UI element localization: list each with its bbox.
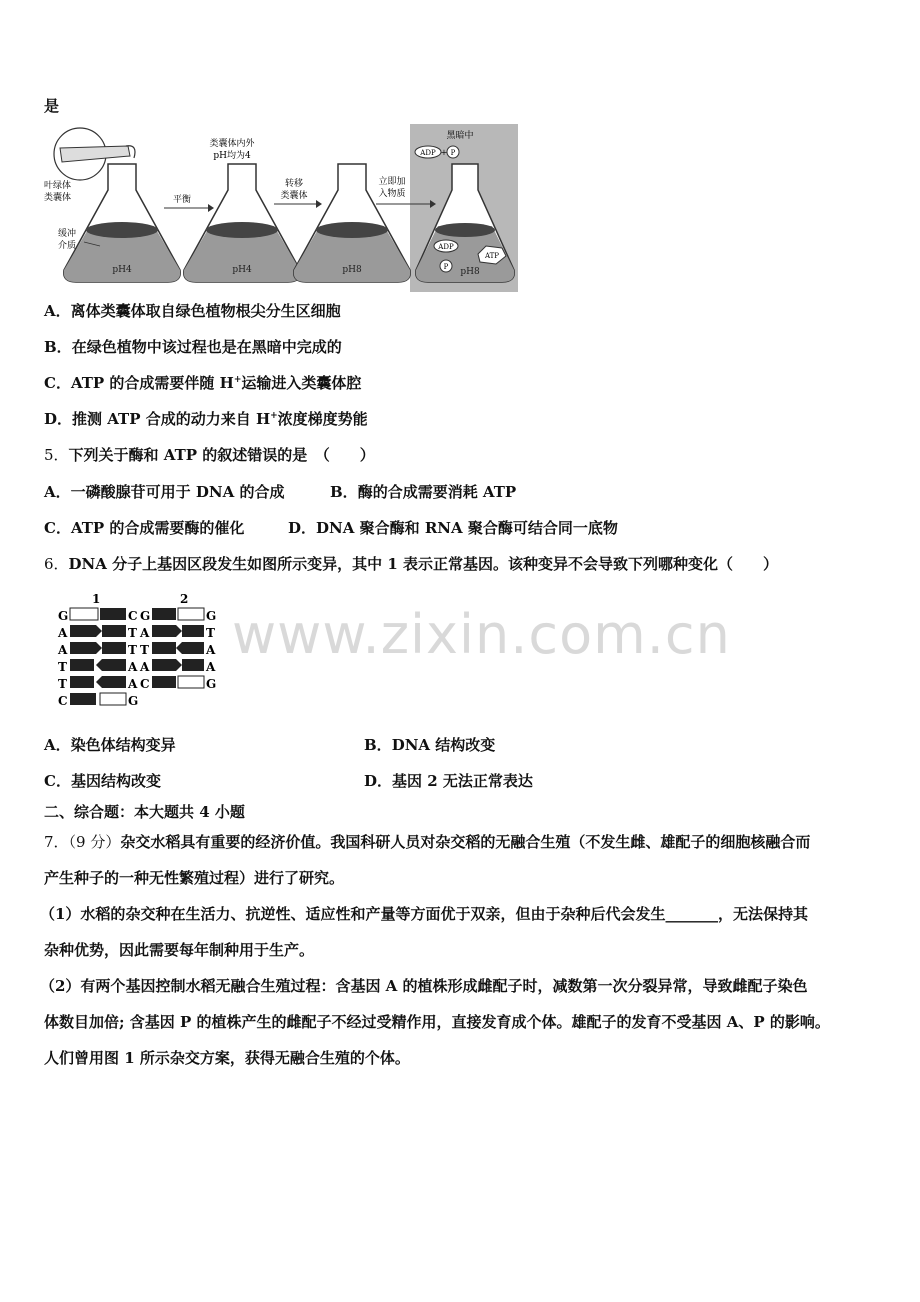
- base-label: G: [206, 677, 217, 691]
- question-7-line-2: 产生种子的一种无性繁殖过程）进行了研究。: [44, 869, 345, 887]
- q6-option-b: B．DNA 结构改变: [364, 736, 496, 754]
- q4-option-d: D．推测 ATP 合成的动力来自 H+浓度梯度势能: [44, 410, 368, 428]
- step-transfer-label: 类囊体: [280, 191, 308, 201]
- base-label: A: [128, 677, 138, 691]
- question-5-stem: 5．下列关于酶和 ATP 的叙述错误的是 （ ）: [44, 446, 375, 464]
- thylakoid-label: 类囊体: [44, 193, 72, 203]
- thylakoid-experiment-figure: [40, 122, 520, 294]
- plus-label: +: [440, 148, 448, 157]
- p-label: P: [443, 263, 449, 271]
- q5-option-a: A．一磷酸腺苷可用于 DNA 的合成: [44, 483, 285, 501]
- q4-option-c: C．ATP 的合成需要伴随 H+运输进入类囊体腔: [44, 374, 362, 392]
- gene-1-label: 1: [92, 592, 101, 606]
- adp-label: ADP: [420, 149, 436, 157]
- gene-2-label: 2: [180, 592, 189, 606]
- chloroplast-label: 叶绿体: [44, 181, 72, 191]
- question-6-stem: 6．DNA 分子上基因区段发生如图所示变异，其中 1 表示正常基因。该种变异不会导致下列哪种变化（ ）: [44, 555, 779, 573]
- watermark: www.zixin.com.cn: [232, 603, 731, 666]
- base-label: G: [58, 609, 69, 623]
- q5-option-b: B．酶的合成需要消耗 ATP: [330, 483, 517, 501]
- medium-label: 介质: [58, 241, 77, 251]
- q7-part-2-line-3: 人们曾用图 1 所示杂交方案，获得无融合生殖的个体。: [44, 1049, 410, 1067]
- base-label: T: [128, 643, 137, 657]
- note-label: pH均为4: [213, 151, 251, 161]
- q5-option-c: C．ATP 的合成需要酶的催化: [44, 519, 245, 537]
- base-label: A: [140, 660, 150, 674]
- flask-ph: pH8: [460, 267, 480, 277]
- base-label: A: [206, 643, 216, 657]
- flask-2: [184, 164, 304, 282]
- p-label: P: [450, 149, 456, 157]
- step-add-label: 立即加: [378, 177, 406, 187]
- q5-option-d: D．DNA 聚合酶和 RNA 聚合酶可结合同一底物: [288, 519, 618, 537]
- base-label: G: [128, 694, 139, 708]
- base-label: A: [140, 626, 150, 640]
- q6-option-d: D．基因 2 无法正常表达: [364, 772, 533, 790]
- q7-part-2-line-1: （2）有两个基因控制水稻无融合生殖过程：含基因 A 的植株形成雌配子时，减数第一次分裂异常，导致雌配子染色: [40, 977, 808, 995]
- q7-part-1-line-2: 杂种优势，因此需要每年制种用于生产。: [44, 941, 315, 959]
- base-label: T: [128, 626, 137, 640]
- base-label: A: [128, 660, 138, 674]
- base-label: T: [140, 643, 149, 657]
- step-transfer-label: 转移: [284, 179, 304, 189]
- dna-inversion-figure: [52, 590, 232, 710]
- question-4-tail: 是: [44, 97, 60, 115]
- step-add-label: 入物质: [378, 189, 406, 199]
- base-label: T: [58, 660, 67, 674]
- step-equilibrium-label: 平衡: [172, 195, 192, 205]
- q4-option-a: A．离体类囊体取自绿色植物根尖分生区细胞: [44, 302, 341, 320]
- flask-ph: pH4: [112, 265, 132, 275]
- flask-ph: pH4: [232, 265, 252, 275]
- atp-label: ATP: [484, 252, 500, 260]
- base-label: G: [140, 609, 151, 623]
- flask-ph: pH8: [342, 265, 362, 275]
- base-label: C: [58, 694, 68, 708]
- question-7-line-1: 7．（9 分）杂交水稻具有重要的经济价值。我国科研人员对杂交稻的无融合生殖（不发生雌、雄配子的细胞核融合而: [44, 833, 811, 851]
- base-label: A: [58, 643, 68, 657]
- base-label: T: [58, 677, 67, 691]
- q4-option-b: B．在绿色植物中该过程也是在黑暗中完成的: [44, 338, 342, 356]
- q6-option-c: C．基因结构改变: [44, 772, 161, 790]
- adp-label: ADP: [438, 243, 454, 251]
- base-label: G: [206, 609, 217, 623]
- base-label: C: [128, 609, 138, 623]
- base-label: A: [58, 626, 68, 640]
- base-label: A: [206, 660, 216, 674]
- section-heading: 二、综合题：本大题共 4 小题: [44, 803, 245, 821]
- dark-label: 黑暗中: [446, 131, 474, 141]
- base-label: T: [206, 626, 215, 640]
- note-label: 类囊体内外: [209, 139, 255, 149]
- q7-part-2-line-2: 体数目加倍; 含基因 P 的植株产生的雌配子不经过受精作用，直接发育成个体。雄配子的发育不受基因 A、P 的影响。: [44, 1013, 830, 1031]
- buffer-label: 缓冲: [58, 229, 77, 239]
- q7-part-1-line-1: （1）水稻的杂交种在生活力、抗逆性、适应性和产量等方面优于双亲，但由于杂种后代会发生_______，无法保持其: [40, 905, 808, 923]
- q6-option-a: A．染色体结构变异: [44, 736, 176, 754]
- flask-1: [64, 164, 181, 282]
- base-label: C: [140, 677, 150, 691]
